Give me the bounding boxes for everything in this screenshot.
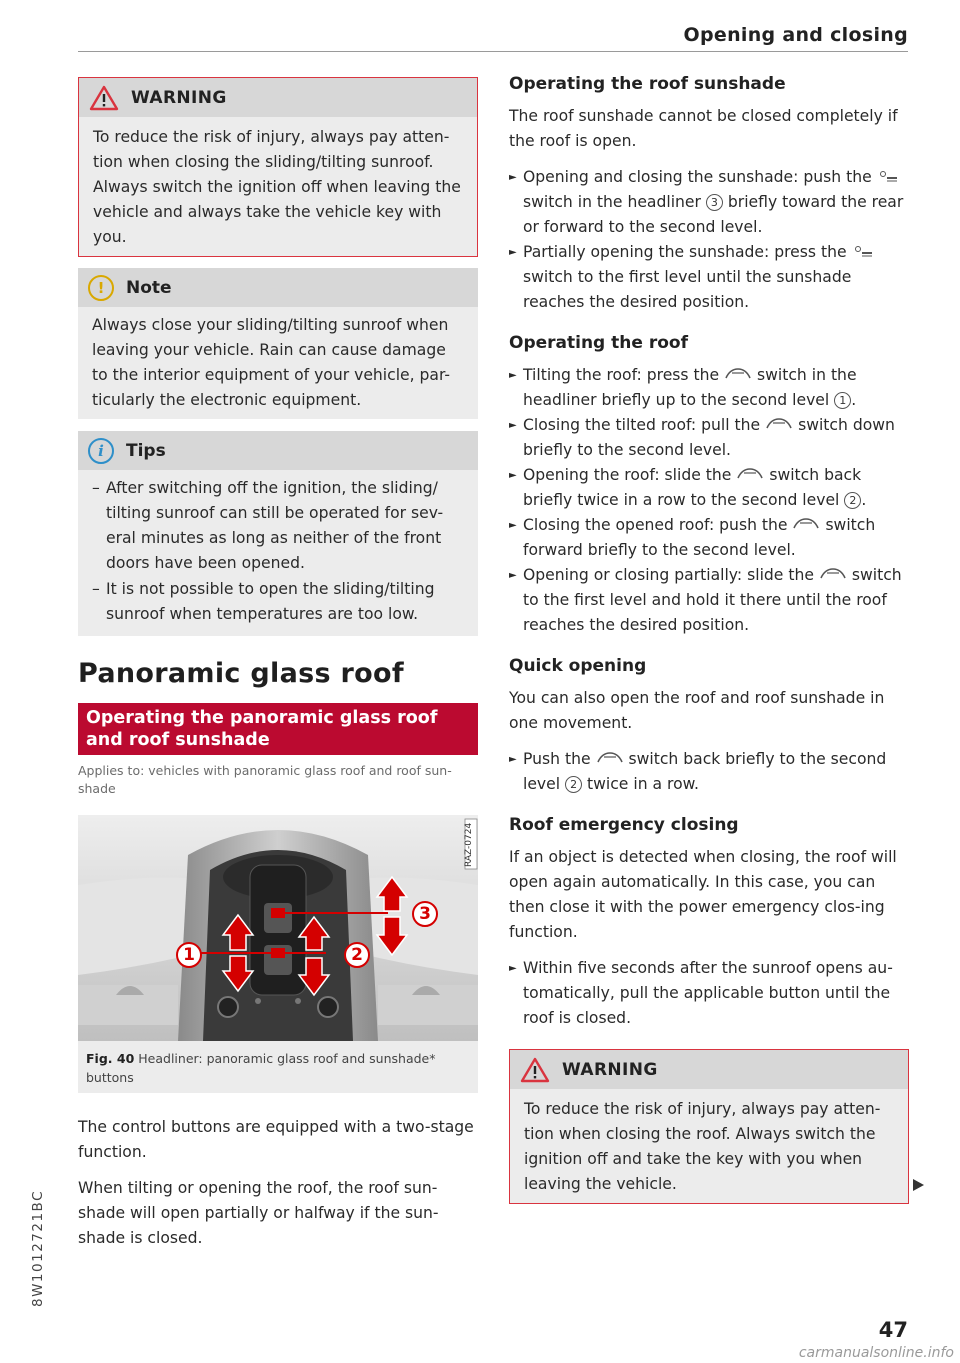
warning-header xyxy=(510,1050,908,1089)
bullet-text: Opening the roof: slide the xyxy=(523,466,732,484)
emergency-bullet: ► Within five seconds after the sunroof opens au-tomatically, pull the applicable button until the roof is closed. xyxy=(509,956,909,1031)
left-column xyxy=(78,77,478,1251)
bullet-text: switch to the first level until the sunshade reaches the desired position. xyxy=(523,268,852,311)
roof-bullet xyxy=(509,413,909,463)
roof-icon xyxy=(765,417,793,430)
roof-bullet: ► Opening the roof: slide the switch back briefly twice in a row to the second level 2 . xyxy=(509,463,909,513)
figure-40 xyxy=(78,815,478,1093)
bullet-text: Opening or closing partially: slide the xyxy=(523,566,814,584)
page-header-title: Opening and closing xyxy=(683,24,908,46)
bullet-text: Push the xyxy=(523,750,591,768)
emergency-intro: If an object is detected when closing, the roof will open again automatically. In this case, you can then close it with the power emergency clos-ing function. xyxy=(509,848,897,941)
warning-text: To reduce the risk of injury, always pay atten-tion when closing the sliding/tilting sunroof. Always switch the ignition off when leaving the vehicle and always take the vehicle key with you. xyxy=(79,117,477,256)
bullet-text: Opening and closing the sunshade: push the xyxy=(523,168,872,186)
warning-box-roof xyxy=(509,1049,909,1204)
callout-ref: 2 xyxy=(565,776,582,793)
bullet-text: twice in a row. xyxy=(587,775,699,793)
exclamation-circle-icon: ! xyxy=(88,275,114,301)
watermark-url: carmanualsonline.info xyxy=(798,1345,954,1361)
callout-ref: 1 xyxy=(834,392,851,409)
tips-box xyxy=(78,431,478,636)
roof-bullet: ► Tilting the roof: press the switch in the headliner briefly up to the second level 1 . xyxy=(509,363,909,413)
warning-triangle-icon xyxy=(89,85,119,111)
roof-icon xyxy=(596,751,624,764)
callout-ref: 2 xyxy=(844,492,861,509)
roof-bullet xyxy=(509,513,909,563)
bullet-text: switch to the first level and hold it there until the roof reaches the desired position. xyxy=(523,566,902,634)
sunshade-icon xyxy=(877,169,899,182)
figure-number: Fig. 40 xyxy=(86,1051,135,1066)
paragraph-two-stage: The control buttons are equipped with a two-stage function. xyxy=(78,1118,474,1161)
bullet-text: briefly toward the rear or forward to the second level. xyxy=(523,193,904,236)
subsection-title-emergency: Roof emergency closing xyxy=(509,815,739,835)
bullet-text: Partially opening the sunshade: press the xyxy=(523,243,847,261)
note-label: Note xyxy=(126,277,172,298)
section-title: Panoramic glass roof xyxy=(78,658,404,689)
document-code: 8W1012721BC xyxy=(30,1189,46,1307)
figure-code: RAZ-0724 xyxy=(464,822,474,868)
paragraph-sunshade-partial: When tilting or opening the roof, the roof sun-shade will open partially or halfway if the sun-shade is closed. xyxy=(78,1179,439,1247)
quick-bullet xyxy=(509,747,909,797)
roof-bullet xyxy=(509,563,909,638)
callout-1: 1 xyxy=(176,942,202,968)
tip-item: – It is not possible to open the sliding/tilting sunroof when temperatures are too low. xyxy=(92,577,468,627)
bullet-text: switch in the headliner briefly up to the second level xyxy=(523,366,857,409)
note-text: Always close your sliding/tilting sunroof when leaving your vehicle. Rain can cause damage to the interior equipment of your vehicle, par-ticularly the electronic equipment. xyxy=(78,307,478,419)
headliner-illustration xyxy=(78,815,478,1041)
callout-3: 3 xyxy=(412,901,438,927)
applies-to-text: Applies to: vehicles with panoramic glass roof and roof sun-shade xyxy=(78,763,452,796)
warning-header xyxy=(79,78,477,117)
tips-label: Tips xyxy=(126,440,166,461)
continue-arrow-icon xyxy=(913,1179,924,1191)
bullet-text: switch in the headliner xyxy=(523,193,701,211)
roof-icon xyxy=(736,467,764,480)
sunshade-bullet xyxy=(509,165,909,240)
bullet-text: switch forward briefly to the second level. xyxy=(523,516,876,559)
bullet-text: switch down briefly to the second level. xyxy=(523,416,895,459)
roof-icon xyxy=(819,567,847,580)
sunshade-icon xyxy=(852,244,874,257)
tips-header xyxy=(78,431,478,470)
bullet-text: switch back briefly twice in a row to the second level xyxy=(523,466,862,509)
subsection-title-roof: Operating the roof xyxy=(509,333,688,353)
bullet-text: Closing the tilted roof: pull the xyxy=(523,416,761,434)
sunshade-intro: The roof sunshade cannot be closed completely if the roof is open. xyxy=(509,107,898,150)
bullet-text: switch back briefly to the second level xyxy=(523,750,887,793)
page-number: 47 xyxy=(878,1318,908,1342)
header-divider xyxy=(78,51,908,52)
bullet-text: Closing the opened roof: push the xyxy=(523,516,788,534)
callout-2: 2 xyxy=(344,942,370,968)
warning-label: WARNING xyxy=(562,1059,658,1080)
sunshade-bullet xyxy=(509,240,909,315)
figure-caption xyxy=(78,1041,478,1093)
warning-box-sunroof xyxy=(78,77,478,257)
note-header xyxy=(78,268,478,307)
headliner-drawing xyxy=(78,815,478,1041)
warning-triangle-icon xyxy=(520,1057,550,1083)
tip-item: – After switching off the ignition, the sliding/ tilting sunroof can still be operated for sev-eral minutes as long as neither of the front doors have been opened. xyxy=(92,476,468,576)
subsection-title-sunshade: Operating the roof sunshade xyxy=(509,74,786,94)
tips-list xyxy=(78,470,478,636)
callout-ref: 3 xyxy=(706,194,723,211)
topic-banner: Operating the panoramic glass roof and roof sunshade xyxy=(78,703,478,755)
subsection-title-quick: Quick opening xyxy=(509,656,647,676)
info-circle-icon: i xyxy=(88,438,114,464)
roof-icon xyxy=(724,367,752,380)
bullet-text: Tilting the roof: press the xyxy=(523,366,720,384)
note-box xyxy=(78,268,478,419)
warning-text: To reduce the risk of injury, always pay atten-tion when closing the roof. Always switch the ignition off and take the key with you when leaving the vehicle. xyxy=(510,1089,908,1203)
roof-icon xyxy=(792,517,820,530)
warning-label: WARNING xyxy=(131,87,227,108)
figure-caption-text: Headliner: panoramic glass roof and sunshade* buttons xyxy=(86,1051,436,1085)
right-column xyxy=(509,74,909,1204)
quick-intro: You can also open the roof and roof sunshade in one movement. xyxy=(509,689,885,732)
